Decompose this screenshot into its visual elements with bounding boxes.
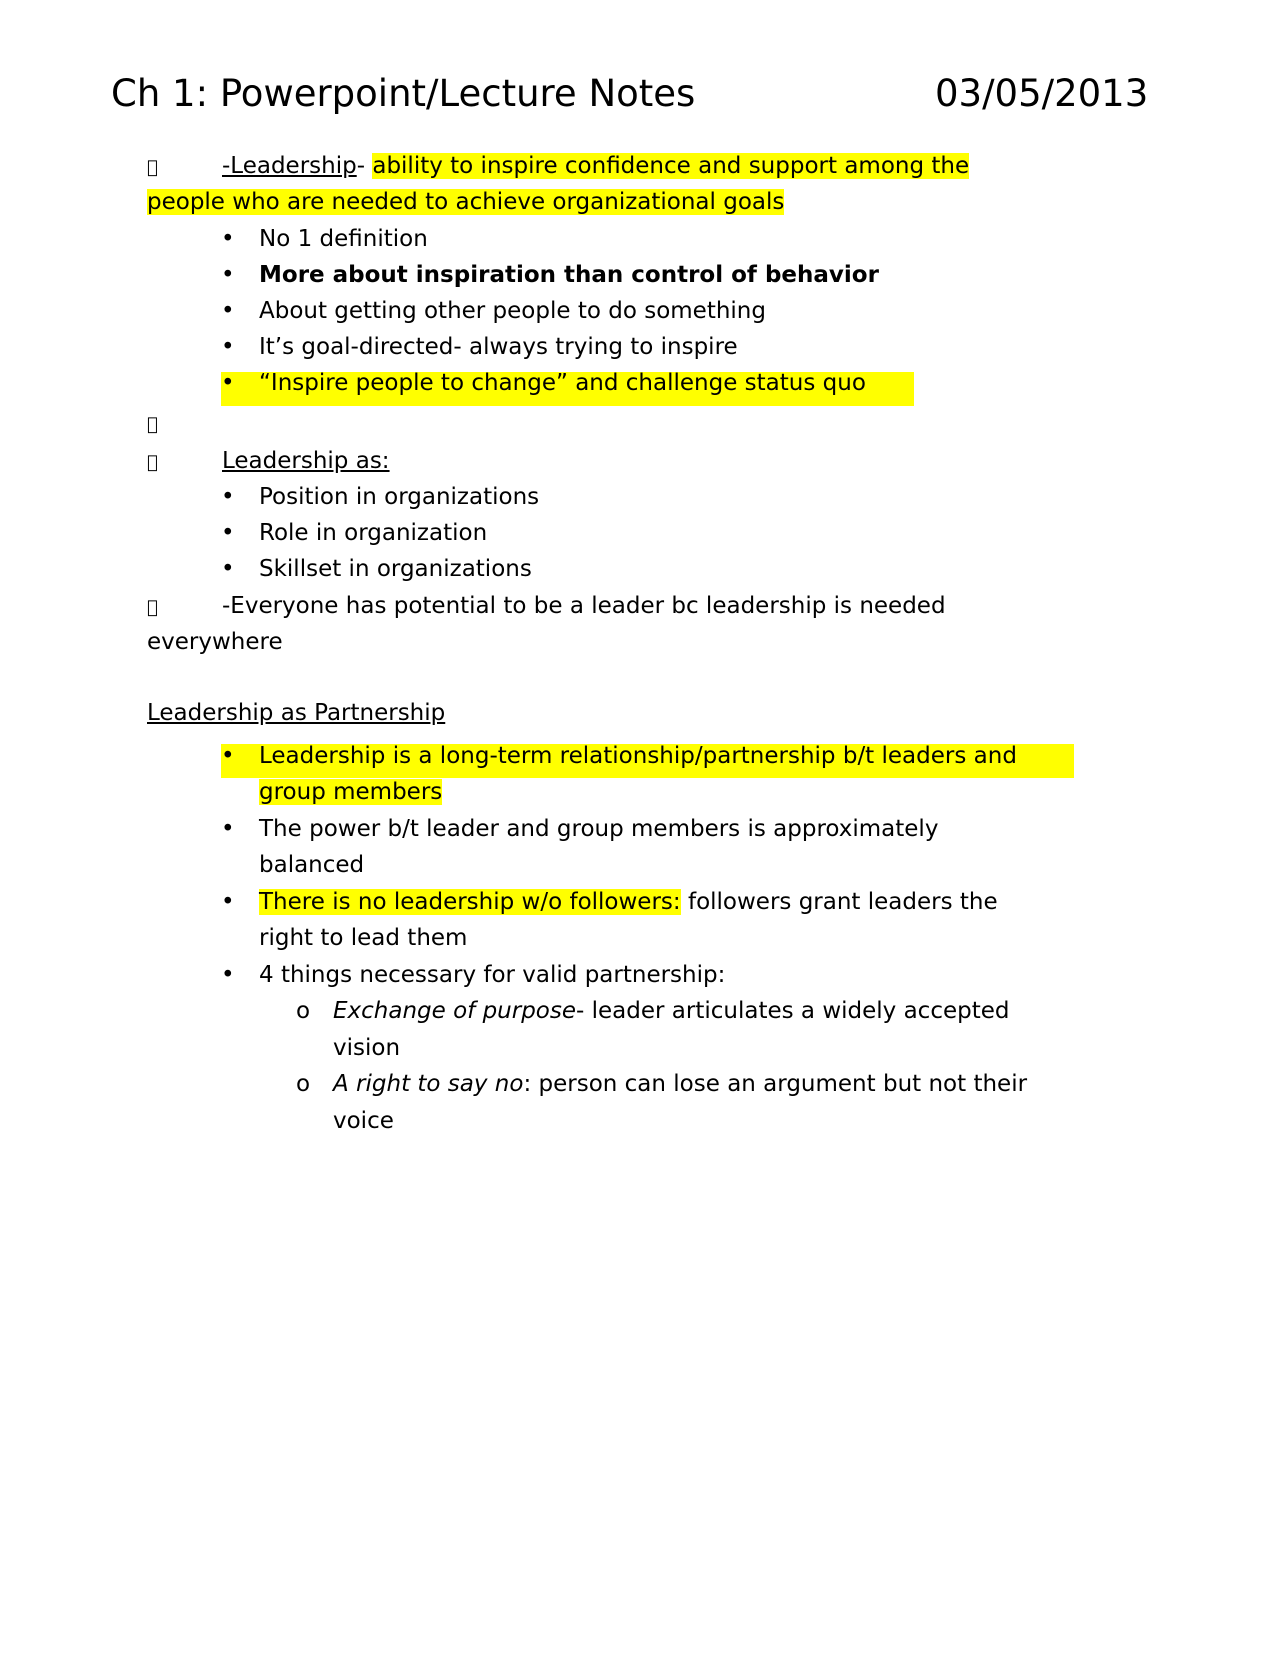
term-dash: - [356, 153, 373, 179]
wingding-marker [147, 414, 158, 435]
sub-list-item [333, 998, 1010, 1024]
note-line-2: everywhere [147, 629, 283, 655]
list-bullet: • [221, 816, 235, 842]
highlight-text: There is no leadership w/o followers: [259, 889, 681, 915]
list-bullet: • [221, 962, 235, 988]
list-item: No 1 definition [259, 226, 428, 252]
plain-text: followers grant leaders the [680, 889, 998, 915]
list-bullet: • [221, 262, 235, 288]
sub-list-item [333, 1071, 1027, 1097]
section-heading: Leadership as Partnership [147, 700, 446, 726]
wingding-marker [147, 157, 158, 178]
sub-bullet: o [296, 998, 311, 1024]
definition-text-1: ability to inspire confidence and support among the [372, 153, 970, 179]
list-bullet: • [221, 889, 235, 915]
list-item: Skillset in organizations [259, 556, 532, 582]
wingding-marker [147, 597, 158, 618]
list-item: Role in organization [259, 520, 488, 546]
sub-list-item-continued: voice [333, 1108, 394, 1134]
plain-text: - leader articulates a widely accepted [576, 998, 1010, 1024]
section-heading: Leadership as: [222, 448, 390, 474]
page-date: 03/05/2013 [935, 72, 1149, 115]
plain-text: : person can lose an argument but not their [523, 1071, 1028, 1097]
sub-list-item-continued: vision [333, 1035, 401, 1061]
definition-line-1 [222, 153, 969, 179]
list-item: The power b/t leader and group members is approximately [259, 816, 939, 842]
sub-bullet: o [296, 1071, 311, 1097]
list-item: More about inspiration than control of behavior [259, 262, 879, 288]
italic-term: A right to say no [333, 1071, 524, 1097]
page-title: Ch 1: Powerpoint/Lecture Notes [111, 72, 696, 115]
list-bullet: • [221, 556, 235, 582]
definition-text-2: people who are needed to achieve organizational goals [147, 189, 785, 215]
list-bullet: • [221, 520, 235, 546]
definition-line-2 [147, 189, 784, 215]
list-item: Position in organizations [259, 484, 540, 510]
list-item [259, 889, 998, 915]
list-bullet: • [221, 743, 235, 769]
list-bullet: • [221, 484, 235, 510]
list-item: About getting other people to do something [259, 298, 766, 324]
list-bullet: • [221, 334, 235, 360]
list-bullet: • [221, 298, 235, 324]
list-item-continued: balanced [259, 852, 365, 878]
list-item-continued [259, 779, 442, 805]
highlight-text: group members [259, 779, 443, 805]
list-item: “Inspire people to change” and challenge status quo [259, 370, 866, 396]
list-item: Leadership is a long-term relationship/partnership b/t leaders and [259, 743, 1017, 769]
list-item: 4 things necessary for valid partnership: [259, 962, 726, 988]
list-bullet: • [221, 370, 235, 396]
italic-term: Exchange of purpose [333, 998, 577, 1024]
list-item: It’s goal-directed- always trying to inspire [259, 334, 738, 360]
leadership-term: -Leadership [222, 153, 357, 179]
list-item-continued: right to lead them [259, 925, 468, 951]
wingding-marker [147, 452, 158, 473]
note-line-1: -Everyone has potential to be a leader bc leadership is needed [222, 593, 946, 619]
list-bullet: • [221, 226, 235, 252]
